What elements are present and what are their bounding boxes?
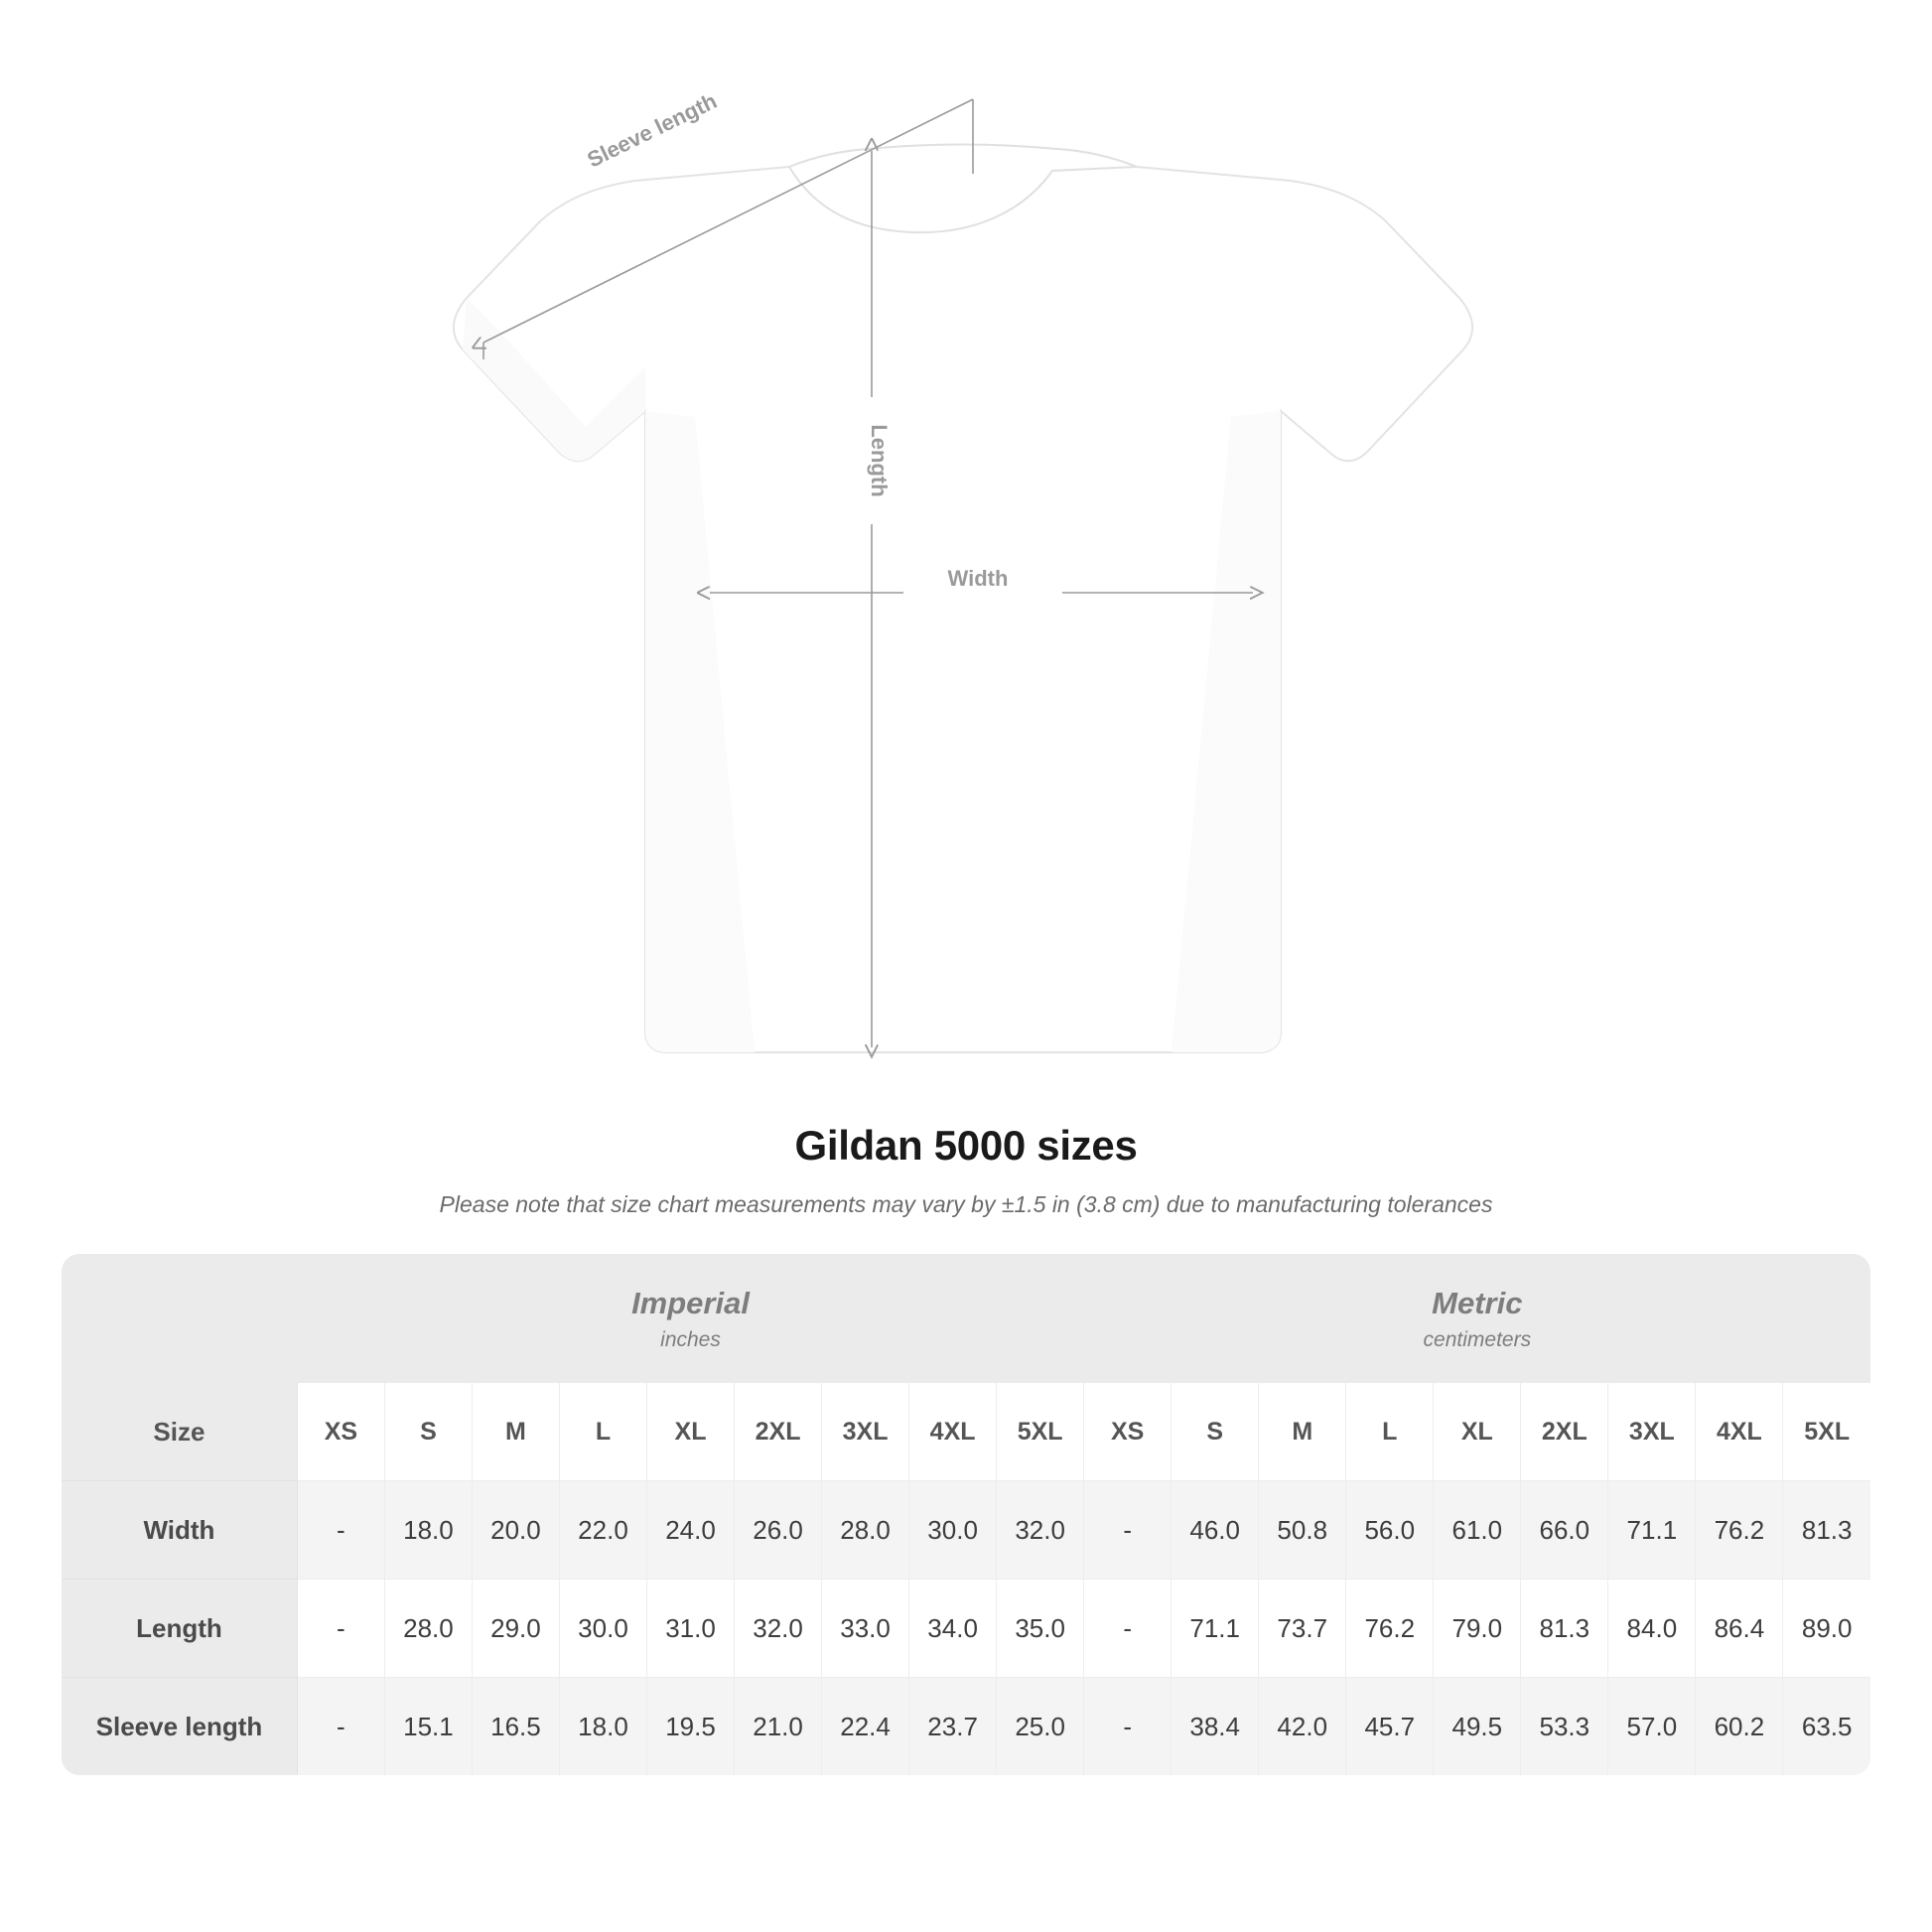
cell-width-imperial-xs: - xyxy=(297,1481,384,1580)
cell-sleeve-metric-l: 45.7 xyxy=(1346,1678,1434,1776)
metric-unit: centimeters xyxy=(1423,1328,1532,1352)
size-col-imperial-m: M xyxy=(472,1383,559,1481)
table-row-sleeve-length xyxy=(62,1678,1870,1776)
cell-length-imperial-xl: 31.0 xyxy=(647,1580,735,1678)
size-col-metric-2xl: 2XL xyxy=(1521,1383,1608,1481)
metric-header xyxy=(1084,1254,1870,1383)
cell-width-imperial-m: 20.0 xyxy=(472,1481,559,1580)
page-title: Gildan 5000 sizes xyxy=(794,1122,1138,1169)
cell-width-imperial-5xl: 32.0 xyxy=(997,1481,1084,1580)
cell-length-imperial-3xl: 33.0 xyxy=(822,1580,909,1678)
title-block xyxy=(0,1122,1932,1218)
size-col-metric-3xl: 3XL xyxy=(1608,1383,1696,1481)
cell-length-imperial-4xl: 34.0 xyxy=(909,1580,997,1678)
size-col-metric-l: L xyxy=(1346,1383,1434,1481)
cell-sleeve-metric-2xl: 53.3 xyxy=(1521,1678,1608,1776)
cell-length-metric-4xl: 86.4 xyxy=(1696,1580,1783,1678)
size-header-cell: Size xyxy=(62,1383,297,1481)
cell-width-metric-xl: 61.0 xyxy=(1434,1481,1521,1580)
cell-width-imperial-s: 18.0 xyxy=(384,1481,472,1580)
cell-sleeve-imperial-s: 15.1 xyxy=(384,1678,472,1776)
row-label-sleeve-length: Sleeve length xyxy=(62,1678,297,1776)
cell-length-metric-xl: 79.0 xyxy=(1434,1580,1521,1678)
cell-sleeve-metric-3xl: 57.0 xyxy=(1608,1678,1696,1776)
size-col-imperial-3xl: 3XL xyxy=(822,1383,909,1481)
cell-sleeve-imperial-4xl: 23.7 xyxy=(909,1678,997,1776)
row-label-length: Length xyxy=(62,1580,297,1678)
cell-width-metric-4xl: 76.2 xyxy=(1696,1481,1783,1580)
cell-width-metric-xs: - xyxy=(1084,1481,1172,1580)
cell-sleeve-metric-4xl: 60.2 xyxy=(1696,1678,1783,1776)
cell-length-imperial-m: 29.0 xyxy=(472,1580,559,1678)
cell-width-metric-m: 50.8 xyxy=(1259,1481,1346,1580)
size-col-imperial-s: S xyxy=(384,1383,472,1481)
imperial-label: Imperial xyxy=(631,1285,750,1320)
size-col-metric-xl: XL xyxy=(1434,1383,1521,1481)
size-col-metric-xs: XS xyxy=(1084,1383,1172,1481)
cell-length-imperial-xs: - xyxy=(297,1580,384,1678)
cell-length-metric-s: 71.1 xyxy=(1172,1580,1259,1678)
cell-sleeve-metric-xl: 49.5 xyxy=(1434,1678,1521,1776)
size-col-metric-m: M xyxy=(1259,1383,1346,1481)
size-col-imperial-4xl: 4XL xyxy=(909,1383,997,1481)
cell-length-imperial-5xl: 35.0 xyxy=(997,1580,1084,1678)
unit-header-row xyxy=(62,1254,1870,1383)
table-row-width xyxy=(62,1481,1870,1580)
cell-length-metric-m: 73.7 xyxy=(1259,1580,1346,1678)
size-col-imperial-l: L xyxy=(559,1383,646,1481)
imperial-unit: inches xyxy=(660,1328,721,1352)
cell-width-metric-2xl: 66.0 xyxy=(1521,1481,1608,1580)
cell-width-imperial-l: 22.0 xyxy=(559,1481,646,1580)
cell-length-metric-2xl: 81.3 xyxy=(1521,1580,1608,1678)
length-label: Length xyxy=(867,424,892,497)
cell-width-imperial-xl: 24.0 xyxy=(647,1481,735,1580)
cell-length-imperial-l: 30.0 xyxy=(559,1580,646,1678)
cell-sleeve-imperial-xl: 19.5 xyxy=(647,1678,735,1776)
cell-sleeve-imperial-2xl: 21.0 xyxy=(735,1678,822,1776)
size-col-metric-4xl: 4XL xyxy=(1696,1383,1783,1481)
cell-sleeve-imperial-xs: - xyxy=(297,1678,384,1776)
cell-length-metric-xs: - xyxy=(1084,1580,1172,1678)
cell-sleeve-metric-m: 42.0 xyxy=(1259,1678,1346,1776)
size-col-metric-5xl: 5XL xyxy=(1783,1383,1870,1481)
size-header-row xyxy=(62,1383,1870,1481)
cell-width-metric-5xl: 81.3 xyxy=(1783,1481,1870,1580)
cell-width-imperial-4xl: 30.0 xyxy=(909,1481,997,1580)
imperial-header xyxy=(297,1254,1083,1383)
sleeve-length-label: Sleeve length xyxy=(583,87,721,173)
cell-width-metric-l: 56.0 xyxy=(1346,1481,1434,1580)
cell-length-imperial-s: 28.0 xyxy=(384,1580,472,1678)
cell-length-metric-3xl: 84.0 xyxy=(1608,1580,1696,1678)
size-col-imperial-2xl: 2XL xyxy=(735,1383,822,1481)
cell-sleeve-metric-5xl: 63.5 xyxy=(1783,1678,1870,1776)
cell-length-metric-l: 76.2 xyxy=(1346,1580,1434,1678)
table-row-length xyxy=(62,1580,1870,1678)
width-label: Width xyxy=(947,566,1009,591)
unit-header-spacer xyxy=(62,1254,297,1383)
size-col-imperial-5xl: 5XL xyxy=(997,1383,1084,1481)
cell-width-metric-3xl: 71.1 xyxy=(1608,1481,1696,1580)
cell-sleeve-imperial-5xl: 25.0 xyxy=(997,1678,1084,1776)
size-table-wrapper xyxy=(62,1254,1870,1775)
size-col-imperial-xl: XL xyxy=(647,1383,735,1481)
cell-width-imperial-3xl: 28.0 xyxy=(822,1481,909,1580)
cell-sleeve-imperial-l: 18.0 xyxy=(559,1678,646,1776)
cell-width-imperial-2xl: 26.0 xyxy=(735,1481,822,1580)
cell-length-imperial-2xl: 32.0 xyxy=(735,1580,822,1678)
size-col-imperial-xs: XS xyxy=(297,1383,384,1481)
cell-sleeve-metric-s: 38.4 xyxy=(1172,1678,1259,1776)
size-col-metric-s: S xyxy=(1172,1383,1259,1481)
row-label-width: Width xyxy=(62,1481,297,1580)
cell-length-metric-5xl: 89.0 xyxy=(1783,1580,1870,1678)
cell-sleeve-imperial-m: 16.5 xyxy=(472,1678,559,1776)
cell-sleeve-imperial-3xl: 22.4 xyxy=(822,1678,909,1776)
cell-width-metric-s: 46.0 xyxy=(1172,1481,1259,1580)
size-table xyxy=(62,1254,1870,1775)
tolerance-note: Please note that size chart measurements may vary by ±1.5 in (3.8 cm) due to manufacturing tolerances xyxy=(439,1191,1493,1217)
cell-sleeve-metric-xs: - xyxy=(1084,1678,1172,1776)
metric-label: Metric xyxy=(1432,1285,1523,1320)
